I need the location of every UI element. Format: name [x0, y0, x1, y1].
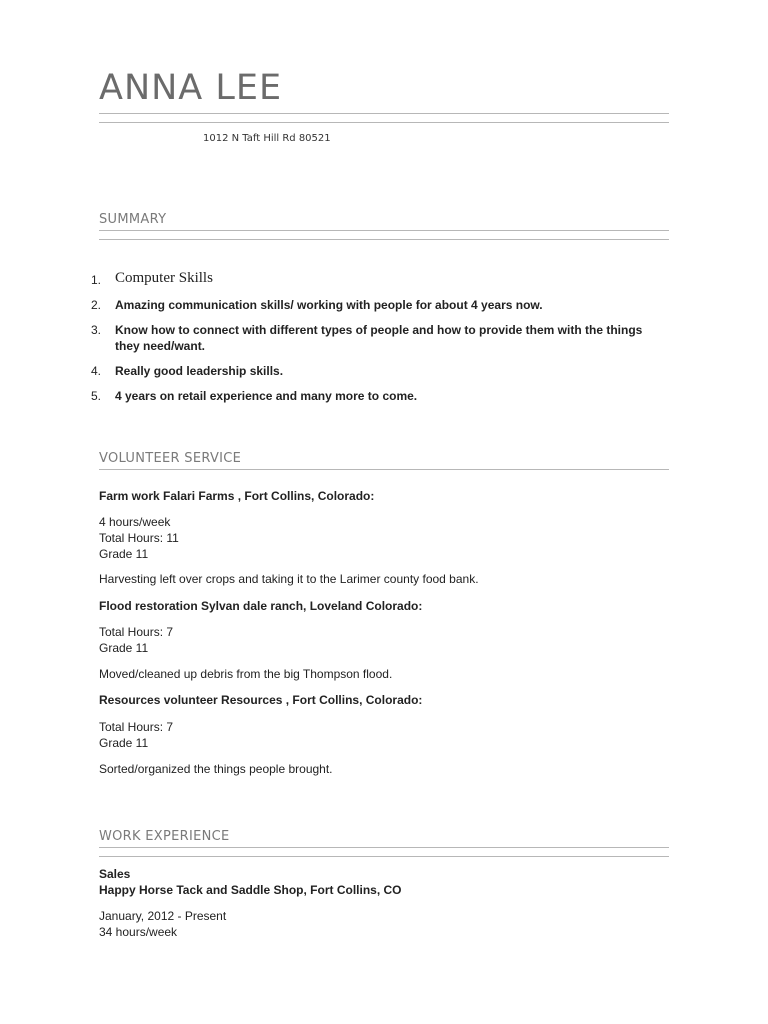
- item-number: 5.: [91, 389, 102, 403]
- work-role: Sales: [99, 867, 131, 881]
- volunteer-entry: [99, 692, 669, 708]
- header-rule-bottom: [99, 122, 669, 123]
- volunteer-entry: [99, 598, 669, 614]
- description-text: Sorted/organized the things people brought.: [99, 762, 333, 776]
- summary-item: [91, 363, 651, 379]
- work-rule-bottom: [99, 856, 669, 857]
- detail-line: Grade 11: [99, 547, 149, 561]
- summary-item: [91, 322, 651, 354]
- item-number: 3.: [91, 323, 102, 337]
- work-rule-top: [99, 847, 669, 848]
- detail-line: Total Hours: 11: [99, 531, 179, 545]
- description-text: Harvesting left over crops and taking it to the Larimer county food bank.: [99, 572, 479, 586]
- detail-line: Grade 11: [99, 736, 149, 750]
- resume-name: ANNA LEE: [99, 68, 283, 108]
- item-text: Amazing communication skills/ working with people for about 4 years now.: [115, 298, 543, 312]
- volunteer-title: Farm work Falari Farms , Fort Collins, Colorado:: [99, 489, 375, 503]
- detail-line: 34 hours/week: [99, 925, 178, 939]
- item-text: Computer Skills: [115, 270, 213, 286]
- summary-list: [91, 268, 651, 413]
- volunteer-title: Flood restoration Sylvan dale ranch, Loveland Colorado:: [99, 599, 423, 613]
- summary-item: [91, 388, 651, 404]
- detail-line: Grade 11: [99, 641, 149, 655]
- item-text: Know how to connect with different types of people and how to provide them with the things they need/want.: [115, 323, 643, 353]
- detail-line: Total Hours: 7: [99, 625, 174, 639]
- volunteer-rule: [99, 469, 669, 470]
- volunteer-title: Resources volunteer Resources , Fort Collins, Colorado:: [99, 693, 423, 707]
- summary-item: [91, 268, 651, 288]
- volunteer-description: [99, 666, 669, 682]
- volunteer-details: [99, 624, 669, 656]
- item-number: 1.: [91, 273, 102, 287]
- summary-item: [91, 297, 651, 313]
- description-text: Moved/cleaned up debris from the big Thompson flood.: [99, 667, 393, 681]
- item-number: 4.: [91, 364, 102, 378]
- summary-rule-bottom: [99, 239, 669, 240]
- volunteer-entry: [99, 488, 669, 504]
- work-details: [99, 908, 669, 940]
- work-entry: [99, 866, 669, 898]
- volunteer-details: [99, 719, 669, 751]
- volunteer-description: [99, 571, 669, 587]
- work-employer: Happy Horse Tack and Saddle Shop, Fort Collins, CO: [99, 883, 402, 897]
- header-rule-top: [99, 113, 669, 114]
- volunteer-heading: VOLUNTEER SERVICE: [99, 451, 242, 466]
- detail-line: January, 2012 - Present: [99, 909, 227, 923]
- item-text: 4 years on retail experience and many more to come.: [115, 389, 418, 403]
- address-text: 1012 N Taft Hill Rd 80521: [203, 133, 331, 144]
- detail-line: Total Hours: 7: [99, 720, 174, 734]
- summary-heading: SUMMARY: [99, 212, 167, 227]
- detail-line: 4 hours/week: [99, 515, 171, 529]
- item-number: 2.: [91, 298, 102, 312]
- volunteer-description: [99, 761, 669, 777]
- summary-rule-top: [99, 230, 669, 231]
- work-heading: WORK EXPERIENCE: [99, 829, 230, 844]
- item-text: Really good leadership skills.: [115, 364, 284, 378]
- volunteer-details: [99, 514, 669, 562]
